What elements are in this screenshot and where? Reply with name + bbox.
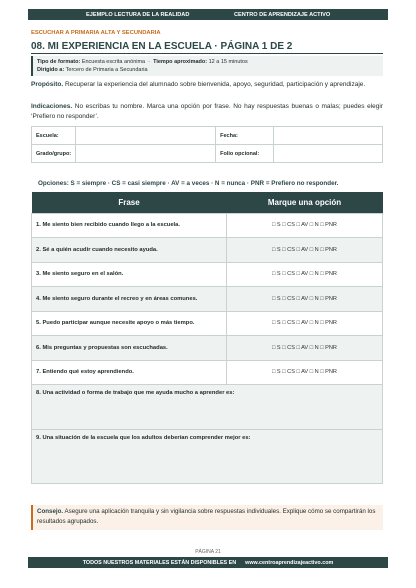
tip-text: Asegure una aplicación tranquila y sin vigilancia sobre respuestas individuales. Explique cómo se compartirán los resultados agrupados.: [37, 508, 376, 525]
grade-label: Grado/grupo:: [32, 145, 76, 163]
table-row: [32, 262, 383, 287]
audience-value: Tercero de Primaria a Secundaria: [65, 67, 148, 73]
options-row-6[interactable]: □ S □ CS □ AV □ N □ PNR: [227, 336, 383, 361]
question-6: 6. Mis preguntas y propuestas son escuchadas.: [32, 336, 227, 361]
open-question-row: [32, 430, 383, 484]
footer-bar: [28, 557, 388, 568]
meta-box: [31, 56, 383, 76]
table-row: [32, 238, 383, 263]
school-label: Escuela:: [32, 127, 76, 145]
school-field[interactable]: [76, 127, 216, 145]
section-label: ESCUCHAR A PRIMARIA ALTA Y SECUNDARIA: [31, 30, 161, 36]
table-row: [32, 213, 383, 238]
options-row-1[interactable]: □ S □ CS □ AV □ N □ PNR: [227, 213, 383, 238]
grade-field[interactable]: [76, 145, 216, 163]
folio-label: Folio opcional:: [216, 145, 274, 163]
date-field[interactable]: [274, 127, 383, 145]
folio-field[interactable]: [274, 145, 383, 163]
options-row-5[interactable]: □ S □ CS □ AV □ N □ PNR: [227, 311, 383, 336]
table-row: [32, 360, 383, 385]
meta-line-1: Tipo de formato: Encuesta escrita anónima · Tiempo aproximado: 12 a 15 minutos: [37, 59, 248, 65]
table-row: [32, 336, 383, 361]
header-left-text: EJEMPLO LECTURA DE LA REALIDAD: [86, 11, 190, 18]
question-5: 5. Puedo participar aunque necesite apoyo o más tiempo.: [32, 311, 227, 336]
time-value: 12 a 15 minutos: [208, 59, 248, 65]
format-label: Tipo de formato:: [37, 59, 81, 65]
title-divider: [31, 53, 383, 54]
purpose-paragraph: [31, 80, 383, 90]
question-3: 3. Me siento seguro en el salón.: [32, 262, 227, 287]
options-row-4[interactable]: □ S □ CS □ AV □ N □ PNR: [227, 287, 383, 312]
audience-label: Dirigido a:: [37, 67, 65, 73]
format-value: Encuesta escrita anónima: [81, 59, 146, 65]
tip-label: Consejo.: [37, 508, 64, 515]
header-bar: [28, 9, 388, 20]
question-4: 4. Me siento seguro durante el recreo y en áreas comunes.: [32, 287, 227, 312]
page-title: 08. MI EXPERIENCIA EN LA ESCUELA · PÁGINA 1 DE 2: [31, 41, 293, 52]
purpose-text: Recuperar la experiencia del alumnado sobre bienvenida, apoyo, seguridad, participación y aprendizaje.: [64, 81, 366, 88]
tip-box: [31, 505, 383, 530]
instructions-label: Indicaciones.: [31, 103, 73, 110]
date-label: Fecha:: [216, 127, 274, 145]
options-row-2[interactable]: □ S □ CS □ AV □ N □ PNR: [227, 238, 383, 263]
purpose-label: Propósito.: [31, 81, 64, 88]
question-7: 7. Entiendo qué estoy aprendiendo.: [32, 360, 227, 385]
column-header-phrase: Frase: [32, 192, 227, 213]
instructions-text: No escribas tu nombre. Marca una opción por frase. No hay respuestas buenas o malas; puedes elegir ‘Prefiero no responder’.: [31, 103, 383, 120]
options-row-3[interactable]: □ S □ CS □ AV □ N □ PNR: [227, 262, 383, 287]
identification-table: [31, 126, 383, 163]
page-number: PÁGINA 21: [195, 549, 221, 555]
meta-line-2: [37, 66, 379, 74]
instructions-paragraph: [31, 102, 383, 122]
options-legend: Opciones: S = siempre · CS = casi siempre · AV = a veces · N = nunca · PNR = Prefiero no responder.: [38, 180, 339, 187]
open-question-row: [32, 385, 383, 430]
table-row: [32, 311, 383, 336]
question-1: 1. Me siento bien recibido cuando llego a la escuela.: [32, 213, 227, 238]
footer-text: TODOS NUESTROS MATERIALES ESTÁN DISPONIBLES EN www.centroaprendizajeactivo.com: [82, 559, 334, 566]
survey-table: [31, 192, 383, 484]
column-header-option: Marque una opción: [227, 192, 383, 213]
table-row: [32, 287, 383, 312]
open-question-8[interactable]: 8. Una actividad o forma de trabajo que me ayuda mucho a aprender es:: [32, 385, 383, 430]
options-row-7[interactable]: □ S □ CS □ AV □ N □ PNR: [227, 360, 383, 385]
header-right-text: CENTRO DE APRENDIZAJE ACTIVO: [234, 11, 331, 18]
question-2: 2. Sé a quién acudir cuando necesito ayuda.: [32, 238, 227, 263]
open-question-9[interactable]: 9. Una situación de la escuela que los adultos deberían comprender mejor es:: [32, 430, 383, 484]
time-label: Tiempo aproximado:: [153, 59, 208, 65]
